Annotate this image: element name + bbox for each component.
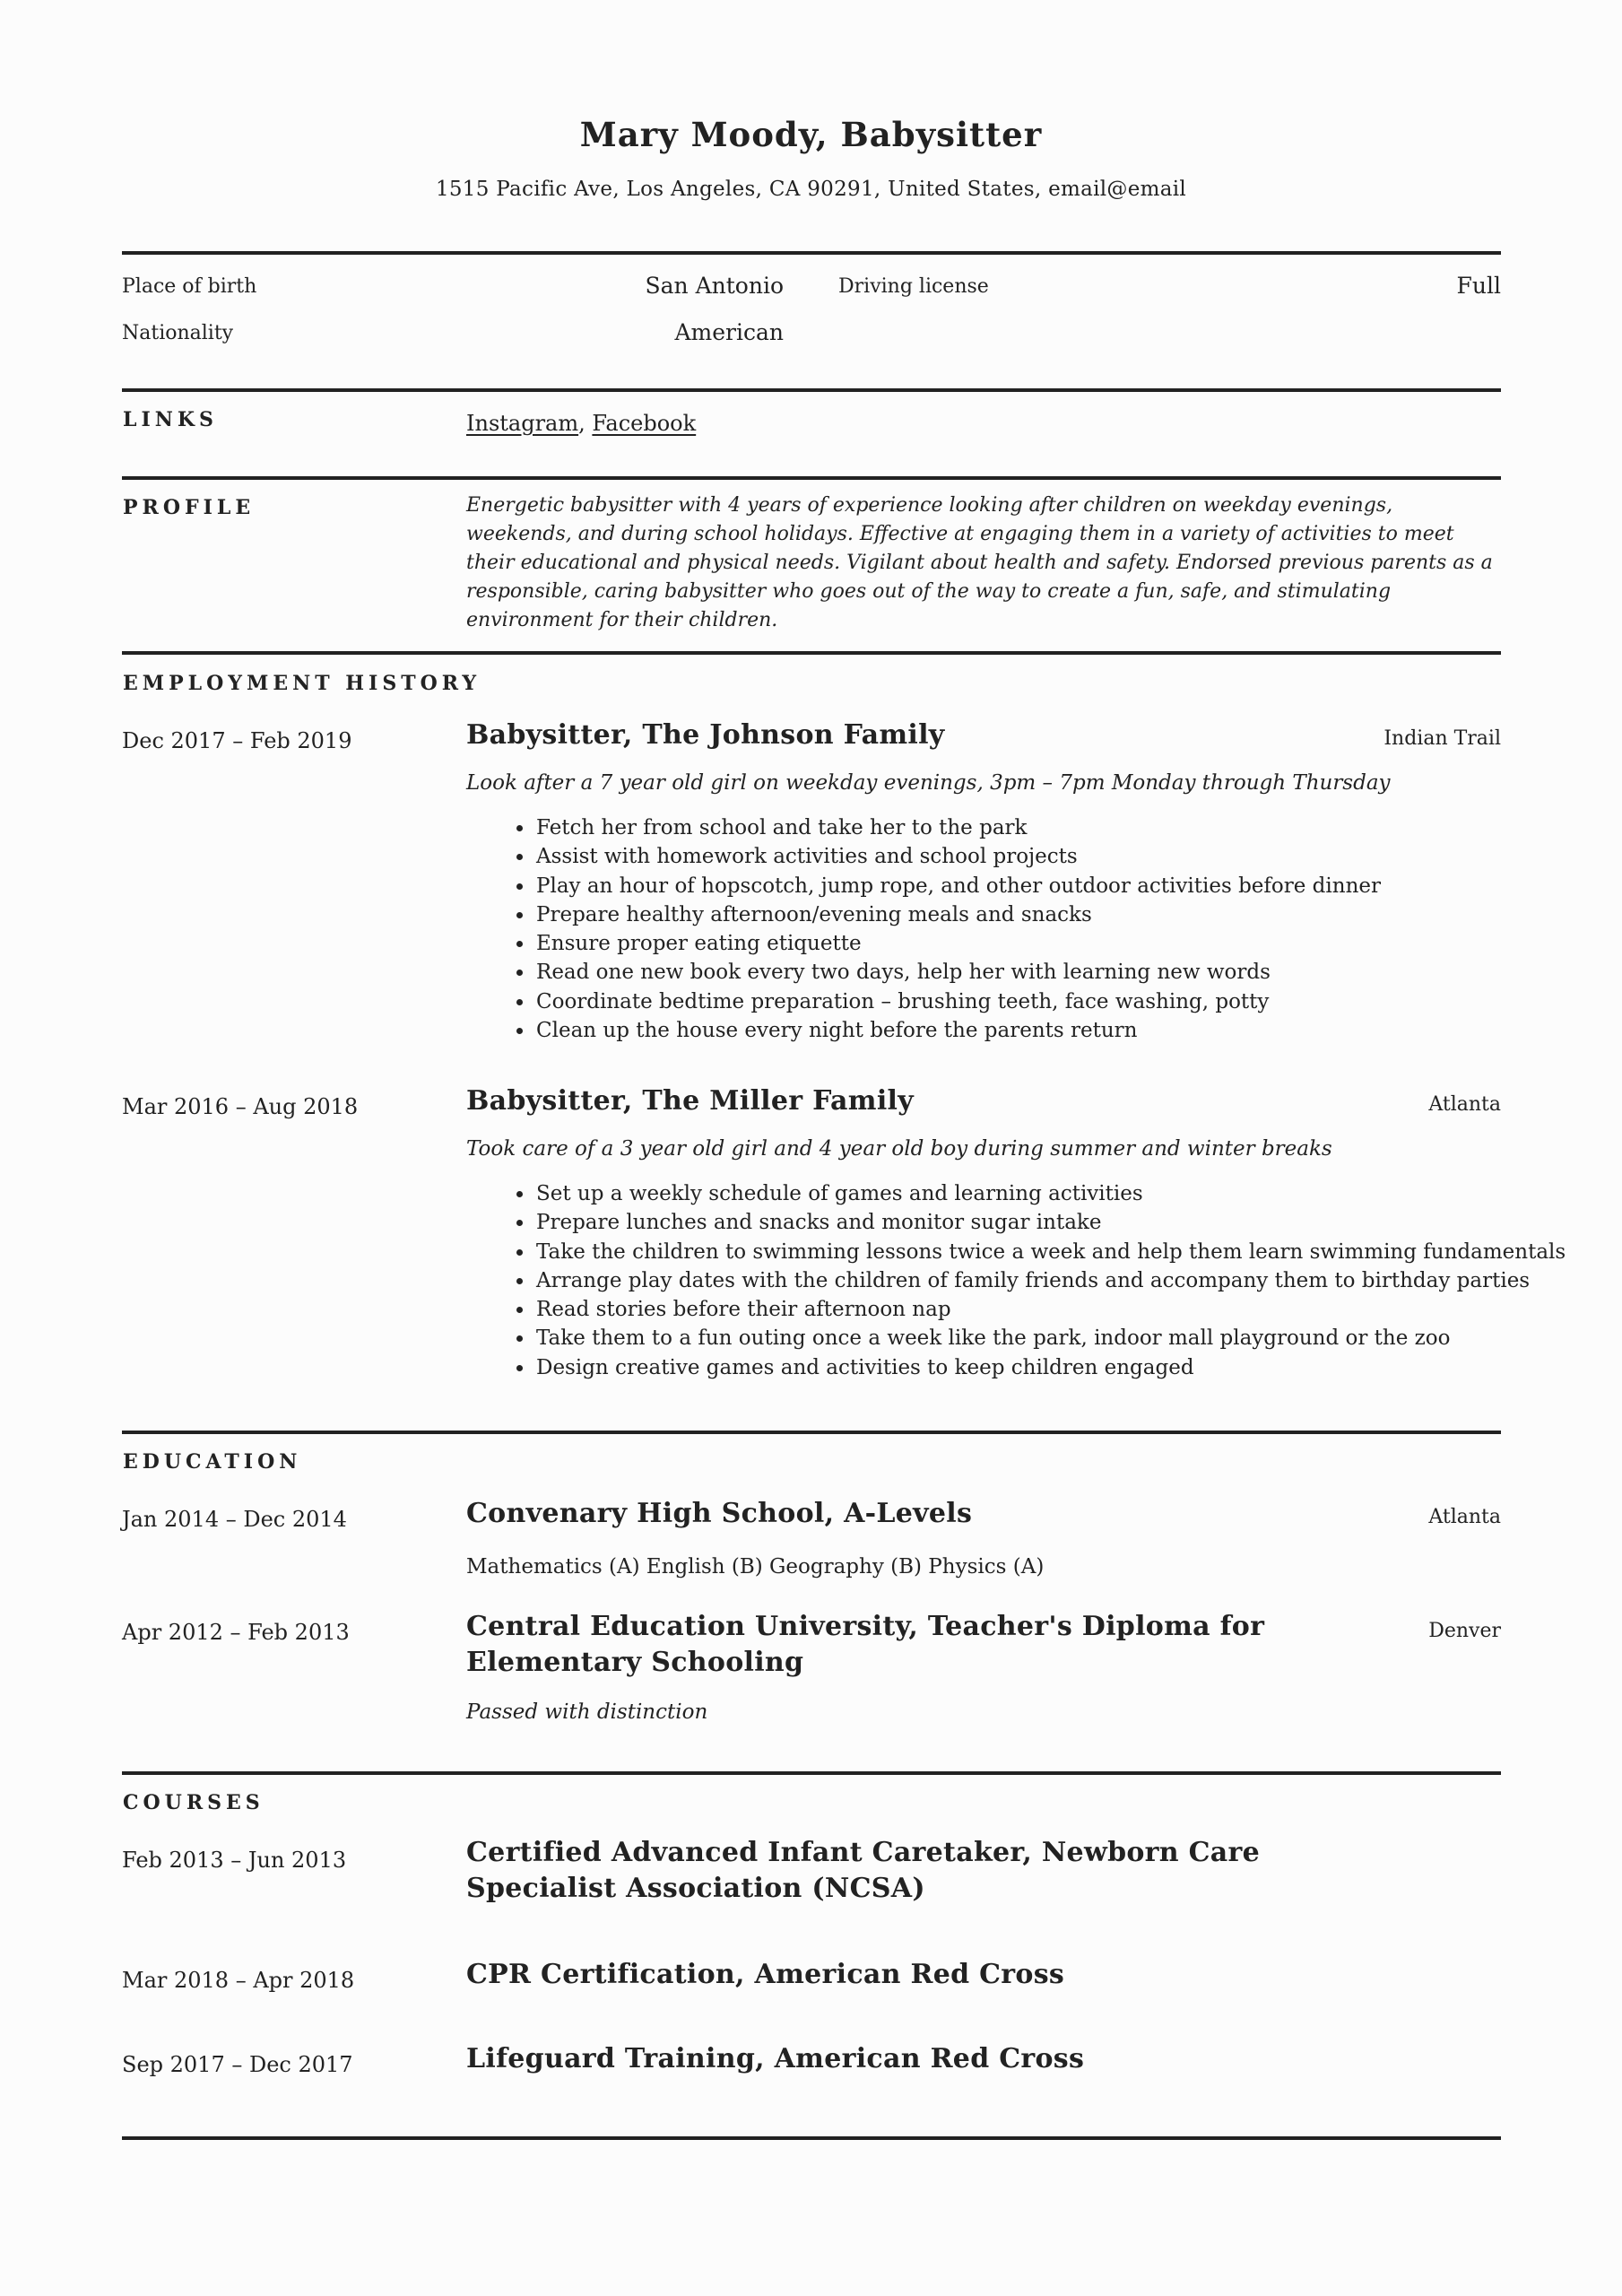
list-item: • Fetch her from school and take her to the park (534, 813, 1539, 842)
instagram-link[interactable]: Instagram (466, 411, 579, 436)
divider-employment (122, 651, 1501, 655)
education-detail: Mathematics (A) English (B) Geography (B) Physics (A) (466, 1555, 1045, 1578)
list-item: • Coordinate bedtime preparation – brushing teeth, face washing, potty (534, 987, 1539, 1016)
list-item: • Clean up the house every night before the parents return (534, 1016, 1539, 1045)
course-title: CPR Certification, American Red Cross (466, 1959, 1065, 1990)
list-item: • Design creative games and activities to keep children engaged (534, 1353, 1539, 1382)
course-dates: Sep 2017 – Dec 2017 (122, 2052, 353, 2077)
divider-links (122, 388, 1501, 392)
job-title: Babysitter, The Johnson Family (466, 719, 945, 751)
contact-address: 1515 Pacific Ave, Los Angeles, CA 90291, United States, email@email (435, 178, 1187, 201)
job-location: Indian Trail (1383, 727, 1501, 750)
course-title-line2: Specialist Association (NCSA) (466, 1873, 925, 1904)
education-detail: Passed with distinction (466, 1700, 708, 1724)
course-dates: Feb 2013 – Jun 2013 (122, 1848, 347, 1873)
list-item: • Ensure proper eating etiquette (534, 929, 1539, 958)
resume-header (0, 115, 1622, 201)
education-title-line2: Elementary Schooling (466, 1647, 804, 1678)
education-heading: EDUCATION (123, 1450, 302, 1474)
education-dates: Apr 2012 – Feb 2013 (122, 1620, 350, 1645)
profile-heading: PROFILE (123, 496, 256, 519)
list-item: • Read one new book every two days, help her with learning new words (534, 958, 1539, 987)
driving-license-value: Full (1456, 273, 1501, 299)
list-item: • Prepare lunches and snacks and monitor sugar intake (534, 1208, 1539, 1237)
course-title: Lifeguard Training, American Red Cross (466, 2043, 1085, 2074)
candidate-name: Mary Moody, Babysitter (579, 115, 1043, 154)
employment-heading: EMPLOYMENT HISTORY (123, 672, 481, 695)
divider-courses (122, 1771, 1501, 1775)
education-location: Atlanta (1428, 1506, 1501, 1528)
list-item: • Assist with homework activities and school projects (534, 842, 1539, 871)
job-dates: Dec 2017 – Feb 2019 (122, 728, 352, 753)
education-title: Convenary High School, A-Levels (466, 1498, 973, 1529)
education-dates: Jan 2014 – Dec 2014 (122, 1507, 347, 1532)
job-duties-list (502, 1179, 1566, 1382)
place-of-birth-value: San Antonio (645, 273, 784, 299)
courses-heading: COURSES (123, 1791, 265, 1814)
job-location: Atlanta (1428, 1093, 1501, 1116)
job-dates: Mar 2016 – Aug 2018 (122, 1094, 359, 1119)
course-title-line1: Certified Advanced Infant Caretaker, Newborn Care (466, 1837, 1261, 1868)
divider-profile (122, 476, 1501, 480)
education-title-line1: Central Education University, Teacher's Diploma for (466, 1611, 1265, 1642)
list-item: • Set up a weekly schedule of games and learning activities (534, 1179, 1539, 1208)
driving-license-label: Driving license (838, 275, 989, 298)
list-item: • Take them to a fun outing once a week like the park, indoor mall playground or the zoo (534, 1324, 1539, 1352)
list-item: • Arrange play dates with the children of family friends and accompany them to birthday parties (534, 1266, 1539, 1295)
job-summary: Took care of a 3 year old girl and 4 year old boy during summer and winter breaks (466, 1137, 1332, 1161)
education-location: Denver (1428, 1620, 1501, 1642)
job-summary: Look after a 7 year old girl on weekday evenings, 3pm – 7pm Monday through Thursday (466, 771, 1391, 795)
links-separator: , (578, 411, 585, 436)
nationality-label: Nationality (122, 322, 234, 344)
divider-top (122, 251, 1501, 255)
list-item: • Read stories before their afternoon nap (534, 1295, 1539, 1324)
divider-education (122, 1431, 1501, 1434)
job-duties-list (502, 813, 1539, 1045)
list-item: • Play an hour of hopscotch, jump rope, and other outdoor activities before dinner (534, 872, 1539, 900)
links-list (466, 411, 696, 436)
nationality-value: American (674, 319, 784, 345)
place-of-birth-label: Place of birth (122, 275, 257, 298)
list-item: • Prepare healthy afternoon/evening meals and snacks (534, 900, 1539, 929)
profile-text: Energetic babysitter with 4 years of experience looking after children on weekday evenings, weekends, and during school holidays. Effective at engaging them in a variety of activities to meet their educational and physical needs. Vigilant about health and safety. Endorsed previous parents as a responsible, caring babysitter who goes out of the way to create a fun, safe, and stimulating environment for their children. (466, 494, 1493, 631)
links-heading: LINKS (123, 408, 218, 431)
facebook-link[interactable]: Facebook (592, 411, 697, 436)
list-item: • Take the children to swimming lessons twice a week and help them learn swimming fundamentals (534, 1238, 1539, 1266)
course-dates: Mar 2018 – Apr 2018 (122, 1968, 355, 1993)
divider-bottom (122, 2136, 1501, 2140)
job-title: Babysitter, The Miller Family (466, 1085, 914, 1117)
